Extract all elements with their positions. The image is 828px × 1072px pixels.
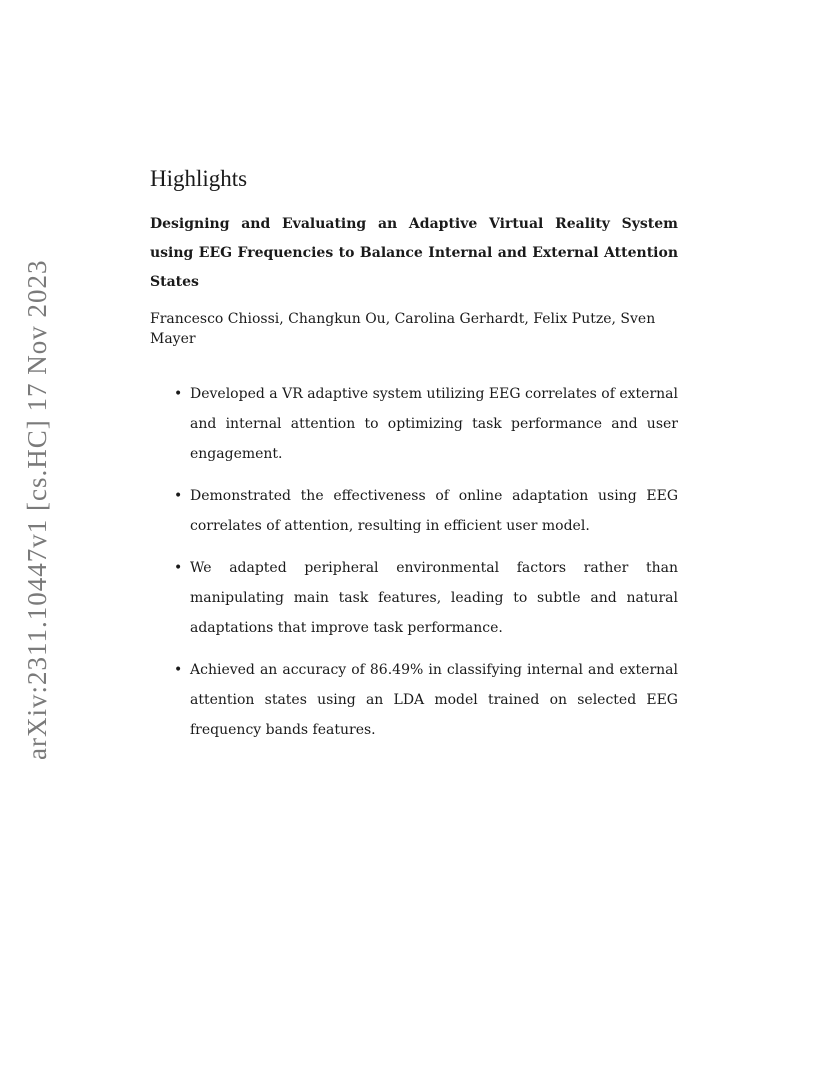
highlights-page (150, 164, 678, 757)
bullet-icon: • (174, 488, 183, 504)
highlight-text: We adapted peripheral environmental factors rather than manipulating main task features, leading to subtle and natural adaptations that improve task performance. (190, 560, 678, 636)
highlight-text: Developed a VR adaptive system utilizing EEG correlates of external and internal attention to optimizing task performance and user engagement. (190, 386, 678, 462)
highlight-item (150, 481, 678, 541)
paper-title: Designing and Evaluating an Adaptive Virtual Reality System using EEG Frequencies to Balance Internal and External Attention States (150, 216, 678, 290)
author-list: Francesco Chiossi, Changkun Ou, Carolina Gerhardt, Felix Putze, Sven Mayer (150, 311, 656, 347)
highlight-item (150, 379, 678, 469)
highlights-list (150, 379, 678, 745)
bullet-icon: • (174, 662, 183, 678)
highlight-item (150, 655, 678, 745)
arxiv-identifier: arXiv:2311.10447v1 [cs.HC] 17 Nov 2023 (22, 259, 52, 760)
bullet-icon: • (174, 386, 183, 402)
page-heading: Highlights (150, 166, 248, 191)
highlight-text: Demonstrated the effectiveness of online adaptation using EEG correlates of attention, resulting in efficient user model. (190, 488, 678, 534)
bullet-icon: • (174, 560, 183, 576)
highlight-text: Achieved an accuracy of 86.49% in classifying internal and external attention states using an LDA model trained on selected EEG frequency bands features. (190, 662, 678, 738)
highlight-item (150, 553, 678, 643)
